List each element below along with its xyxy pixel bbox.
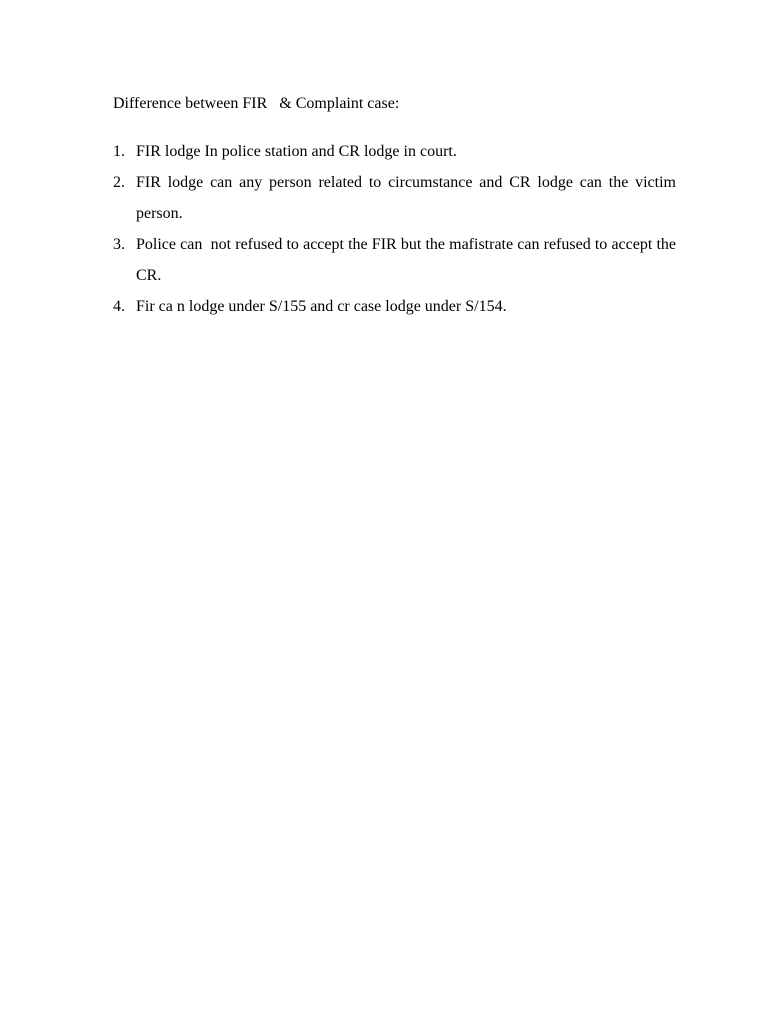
list-item-text: Police can not refused to accept the FIR but the mafistrate can refused to accept the CR. [136, 236, 680, 284]
list-item-number: 2. [113, 174, 125, 191]
document-heading: Difference between FIR & Complaint case: [113, 95, 400, 112]
list-item [113, 136, 676, 167]
list-item-text: FIR lodge In police station and CR lodge in court. [136, 143, 457, 160]
list-item-text: FIR lodge can any person related to circumstance and CR lodge can the victim person. [136, 174, 680, 222]
list-item [113, 291, 676, 322]
document-body [113, 92, 680, 322]
difference-list [113, 136, 680, 322]
list-item-text: Fir ca n lodge under S/155 and cr case lodge under S/154. [136, 298, 507, 315]
list-item [113, 167, 680, 229]
list-item [113, 229, 680, 291]
list-item-number: 3. [113, 236, 125, 253]
list-item-number: 1. [113, 143, 125, 160]
list-item-number: 4. [113, 298, 125, 315]
